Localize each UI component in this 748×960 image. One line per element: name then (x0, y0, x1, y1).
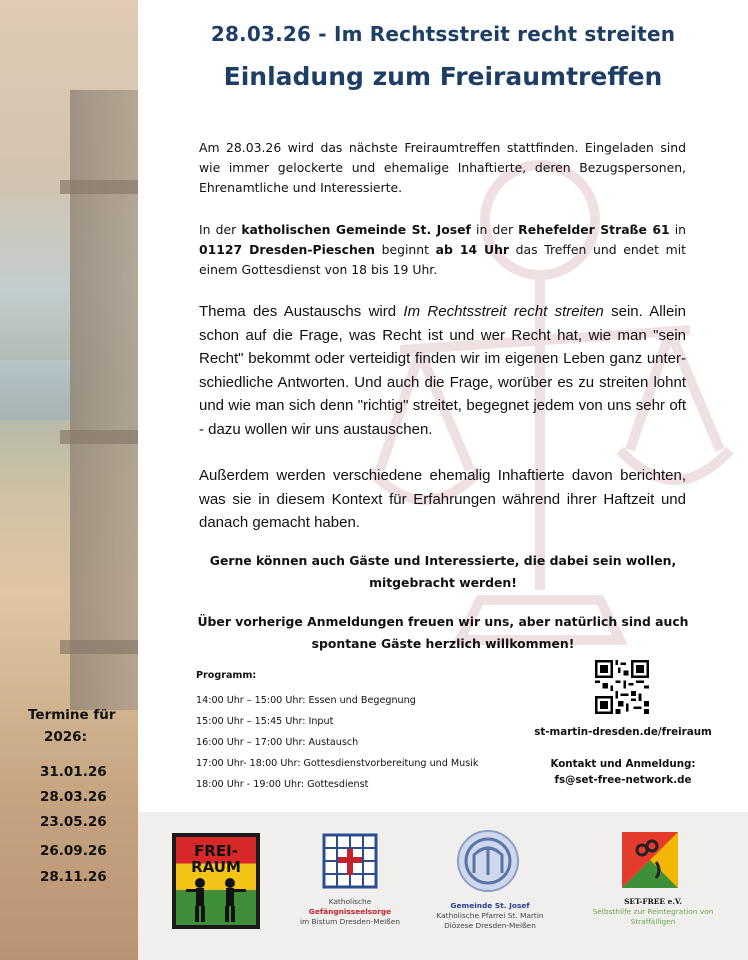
registration-note: Über vorherige Anmeldungen freuen wir uns, aber natürlich sind auch spontane Gäste herzlich willkommen! (197, 614, 689, 651)
page-subtitle: Einladung zum Freiraumtreffen (223, 62, 663, 91)
contact-label: Kontakt und Anmeldung: (550, 758, 696, 770)
seelsorge-caption: Katholische Gefängnisseelsorge im Bistum Dresden-Meißen (299, 897, 401, 926)
freiraum-logo: FREI- RAUM (172, 833, 260, 929)
date-item: 28.03.26 (40, 789, 107, 805)
dates-year: 2026: (44, 729, 87, 745)
program-item: 16:00 Uhr – 17:00 Uhr: Austausch (196, 737, 359, 748)
venue-street: Rehefelder Straße 61 (518, 222, 670, 237)
program-item: 14:00 Uhr – 15:00 Uhr: Essen und Begegnung (196, 695, 416, 706)
page-title: 28.03.26 - Im Rechtsstreit recht streiten (210, 22, 676, 46)
josef-caption: Gemeinde St. Josef Katholische Pfarrei St. Martin Diözese Dresden-Meißen (436, 901, 544, 930)
venue-name: katholischen Gemeinde St. Josef (241, 222, 471, 237)
program-item: 17:00 Uhr- 18:00 Uhr: Gottesdienstvorbereitung und Musik (196, 758, 479, 769)
date-item: 31.01.26 (40, 764, 107, 780)
dates-title: Termine für (28, 707, 116, 723)
set-free-logo-icon (622, 832, 678, 888)
date-item: 23.05.26 (40, 814, 107, 830)
intro-paragraph: Am 28.03.26 wird das nächste Freiraumtreffen stattfinden. Eingeladen sind wie immer gelockerte und ehemalige Inhaftierte, deren Bezugspersonen, Ehrenamtliche und Interessierte. (199, 140, 686, 195)
report-paragraph: Außerdem werden verschiedene ehemalig Inhaftierte davon berichten, was sie in diesem Kontext für Erfahrungen während ihrer Haftzeit und danach gemacht haben. (199, 467, 686, 531)
website-link[interactable]: st-martin-dresden.de/freiraum (534, 726, 712, 738)
footer-logos (138, 812, 748, 960)
program-heading: Programm: (196, 670, 257, 681)
setfree-caption: SET-FREE e.V. Selbsthilfe zur Reintegration von Straffälligen (592, 897, 714, 926)
location-paragraph: In der katholischen Gemeinde St. Josef in der Rehefelder Straße 61 in 01127 Dresden-Pieschen beginnt ab 14 Uhr das Treffen und endet mit einem Gottesdienst von 18 bis 19 Uhr. (199, 222, 686, 277)
date-item: 28.11.26 (40, 869, 107, 885)
program-item: 18:00 Uhr - 19:00 Uhr: Gottesdienst (196, 779, 369, 790)
theme-paragraph: Thema des Austauschs wird Im Rechtsstreit recht streiten sein. Allein schon auf die Frage, was Recht ist und wer Recht hat, wie man "sein Recht" bekommt oder verteidigt finden wir im eigenen Leben ganz unter-schiedliche Antworten. Und auch die Frage, worüber es zu streiten lohnt und wie man sich denn "richtig" streitet, begegnet jedem von uns sehr oft - dazu wollen wir uns austauschen. (199, 303, 686, 438)
theme-topic: Im Rechtsstreit recht streiten (403, 303, 604, 320)
people-silhouette-icon (186, 877, 246, 923)
start-time: ab 14 Uhr (435, 242, 510, 257)
contact-email[interactable]: fs@set-free-network.de (554, 774, 692, 786)
prison-window-cross-icon (322, 833, 378, 889)
qr-code-icon[interactable] (595, 660, 649, 714)
date-item: 26.09.26 (40, 843, 107, 859)
guests-note: Gerne können auch Gäste und Interessierte, die dabei sein wollen, mitgebracht werden! (209, 553, 677, 590)
program-item: 15:00 Uhr – 15:45 Uhr: Input (196, 716, 334, 727)
st-josef-logo-icon (456, 829, 520, 893)
venue-city: 01127 Dresden-Pieschen (199, 242, 376, 257)
dates-panel (28, 704, 128, 885)
